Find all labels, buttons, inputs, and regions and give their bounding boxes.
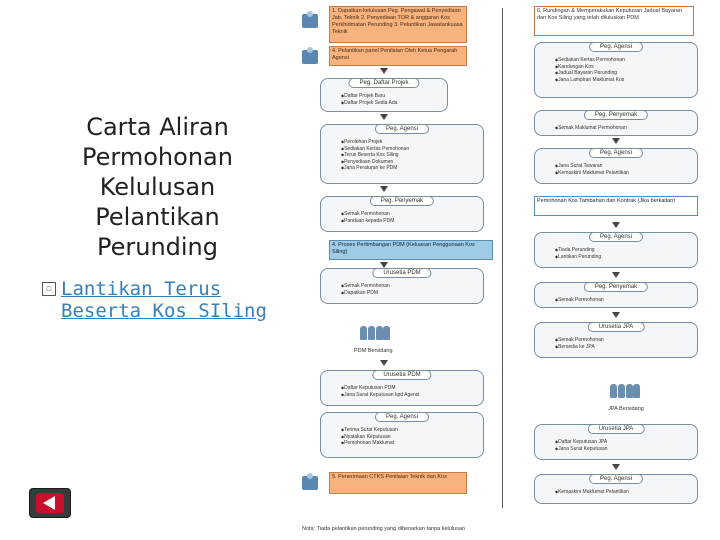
box-heading: Peg. Agensi bbox=[589, 42, 643, 52]
box-item: ◆ Tiada Perunding bbox=[555, 247, 693, 254]
bullet-line-1: Lantikan Terus bbox=[61, 278, 222, 300]
flow-arrow-icon bbox=[380, 68, 388, 74]
back-button[interactable] bbox=[29, 488, 71, 518]
box-item: ◆ Jadual Bayaran Perunding bbox=[555, 70, 693, 77]
box-heading: Peg. Agensi bbox=[589, 474, 643, 484]
flow-arrow-icon bbox=[612, 138, 620, 144]
box-heading: Urusetia PDM bbox=[372, 370, 431, 380]
box-item: ◆ Bersedia ke JPA bbox=[555, 344, 693, 351]
flow-box-right-7 bbox=[534, 424, 698, 460]
flow-box-left-3 bbox=[320, 196, 484, 232]
flow-box-left-1 bbox=[320, 78, 448, 112]
box-heading: Peg. Penyemak bbox=[584, 110, 648, 120]
box-item: ◆ Perolehan Projek bbox=[341, 139, 479, 146]
flow-box-right-1 bbox=[534, 42, 698, 98]
box-item: ◆ Semak Permohonan bbox=[341, 283, 479, 290]
back-arrow-icon bbox=[36, 493, 64, 513]
box-heading: Peg. Daftar Projek bbox=[348, 78, 419, 88]
bullet-line-2: Beserta Kos SIling bbox=[61, 300, 267, 322]
box-item: ◆ Pemohonan Maklumat bbox=[341, 440, 479, 447]
flow-box-right-6 bbox=[534, 322, 698, 358]
box-item: ◆ Nyatakan Keputusan bbox=[341, 434, 479, 441]
flow-arrow-icon bbox=[380, 186, 388, 192]
checkbox-icon: ☐ bbox=[42, 282, 56, 296]
document-icon bbox=[302, 14, 318, 28]
flow-box-left-2 bbox=[320, 124, 484, 184]
box-item: ◆ Semak Maklumat Permohonan bbox=[555, 125, 693, 132]
box-item: ◆ Daftar Keputusan JPA bbox=[555, 439, 693, 446]
box-item: ◆ Jana Lampiran Maklumat Kos bbox=[555, 77, 693, 84]
flow-step-blue-2: Pemohonan Kos Tambahan dan Kontrak (Jika berkaitan) bbox=[534, 196, 698, 216]
box-heading: Urusetia JPA bbox=[588, 322, 645, 332]
box-heading: Peg. Penyemak bbox=[584, 282, 648, 292]
flow-box-left-6 bbox=[320, 412, 484, 458]
flow-step-blue-1: 4. Proses Pertimbangan PDM (Keluasan Penggunaan Kos Siling) bbox=[329, 240, 493, 260]
flow-arrow-icon bbox=[612, 272, 620, 278]
flow-step-orange-4: 6. Rundingan & Memperakukan Keputusan Jadual Bayaran dan Kos Siling yang telah diluluskan PDM bbox=[534, 6, 694, 36]
flow-arrow-icon bbox=[380, 114, 388, 120]
flow-arrow-icon bbox=[380, 262, 388, 268]
box-item: ◆ Dapatkan PDM bbox=[341, 290, 479, 297]
box-heading: Peg. Agensi bbox=[375, 124, 429, 134]
box-item: ◆ Semak Permohonan bbox=[341, 211, 479, 218]
flow-label-pdm: PDM Bersidang bbox=[354, 348, 393, 354]
box-heading: Peg. Agensi bbox=[589, 148, 643, 158]
flow-box-left-4 bbox=[320, 268, 484, 304]
box-item: ◆ Kemaskini Maklumat Pelantikan bbox=[555, 170, 693, 177]
box-item: ◆ Jana Surat Keputusan kpd Agensi bbox=[341, 392, 479, 399]
people-icon bbox=[610, 374, 640, 398]
box-item: ◆ Semak Permohonan bbox=[555, 337, 693, 344]
people-icon bbox=[360, 316, 390, 340]
flow-box-right-2 bbox=[534, 110, 698, 136]
slide-title: Carta Aliran Permohonan Kelulusan Pelantikan Perunding bbox=[82, 113, 233, 261]
box-item: ◆ Sediakan Kertas Pemohonan bbox=[341, 146, 479, 153]
flow-arrow-icon bbox=[612, 312, 620, 318]
box-heading: Peg. Penyemak bbox=[370, 196, 434, 206]
box-heading: Peg. Agensi bbox=[375, 412, 429, 422]
document-icon bbox=[302, 476, 318, 490]
flow-step-orange-1: 1. Dapatkan kelulusan Peg. Pengawal & Penyediaan Jab. Teknik 2. Penyediaan TOR & anggaran Kos Perkhidmatan Perunding 3. Pelantikan Jawatankuasa Teknik bbox=[329, 6, 467, 43]
flow-connector bbox=[502, 8, 503, 508]
box-heading: Urusetia PDM bbox=[372, 268, 431, 278]
flow-box-right-5 bbox=[534, 282, 698, 308]
flow-arrow-icon bbox=[612, 464, 620, 470]
box-item: ◆ Jana Peraturan ke PDM bbox=[341, 165, 479, 172]
box-item: ◆ Penyediaan Dokumen bbox=[341, 159, 479, 166]
flow-box-right-3 bbox=[534, 148, 698, 184]
flow-arrow-icon bbox=[380, 360, 388, 366]
box-item: ◆ Kemaskini Maklumat Pelantikan bbox=[555, 489, 693, 496]
flow-label-jpa: JPA Bersidang bbox=[608, 406, 644, 412]
box-item: ◆ Panduan kepada PDM bbox=[341, 218, 479, 225]
box-item: ◆ Terus Beserta Kos Siling bbox=[341, 152, 479, 159]
flowchart-image bbox=[288, 0, 720, 540]
box-item: ◆ Semak Permohonan bbox=[555, 297, 693, 304]
box-heading: Peg. Agensi bbox=[589, 232, 643, 242]
flow-box-right-8 bbox=[534, 474, 698, 504]
flow-box-right-4 bbox=[534, 232, 698, 268]
box-item: ◆ Daftar Keputusan PDM bbox=[341, 385, 479, 392]
flow-step-orange-2: 4. Pelantikan panel Penilaian Oleh Ketua Pengarah Agensi bbox=[329, 46, 467, 66]
box-item: ◆ Kandungan Kos bbox=[555, 64, 693, 71]
box-item: ◆ Daftar Projek Sedia Ada bbox=[341, 100, 443, 107]
box-item: ◆ Jana Surat Tawaran bbox=[555, 163, 693, 170]
box-heading: Urusetia JPA bbox=[588, 424, 645, 434]
flow-footnote: Nota: Tiada pelantikan perunding yang dibenarkan tanpa kelulusan bbox=[302, 526, 465, 532]
flow-step-orange-3: 5. Penerimaan CTKS Penilaian Teknik dan Kos bbox=[329, 472, 467, 494]
bullet-link[interactable] bbox=[61, 278, 301, 322]
document-icon bbox=[302, 50, 318, 64]
flow-box-left-5 bbox=[320, 370, 484, 406]
box-item: ◆ Terima Surat Keputusan bbox=[341, 427, 479, 434]
flow-arrow-icon bbox=[612, 222, 620, 228]
box-item: ◆ Sediakan Kertas Permohonan bbox=[555, 57, 693, 64]
box-item: ◆ Jana Surat Keputusan bbox=[555, 446, 693, 453]
box-item: ◆ Daftar Projek Baru bbox=[341, 93, 443, 100]
box-item: ◆ Lantikan Perunding bbox=[555, 254, 693, 261]
